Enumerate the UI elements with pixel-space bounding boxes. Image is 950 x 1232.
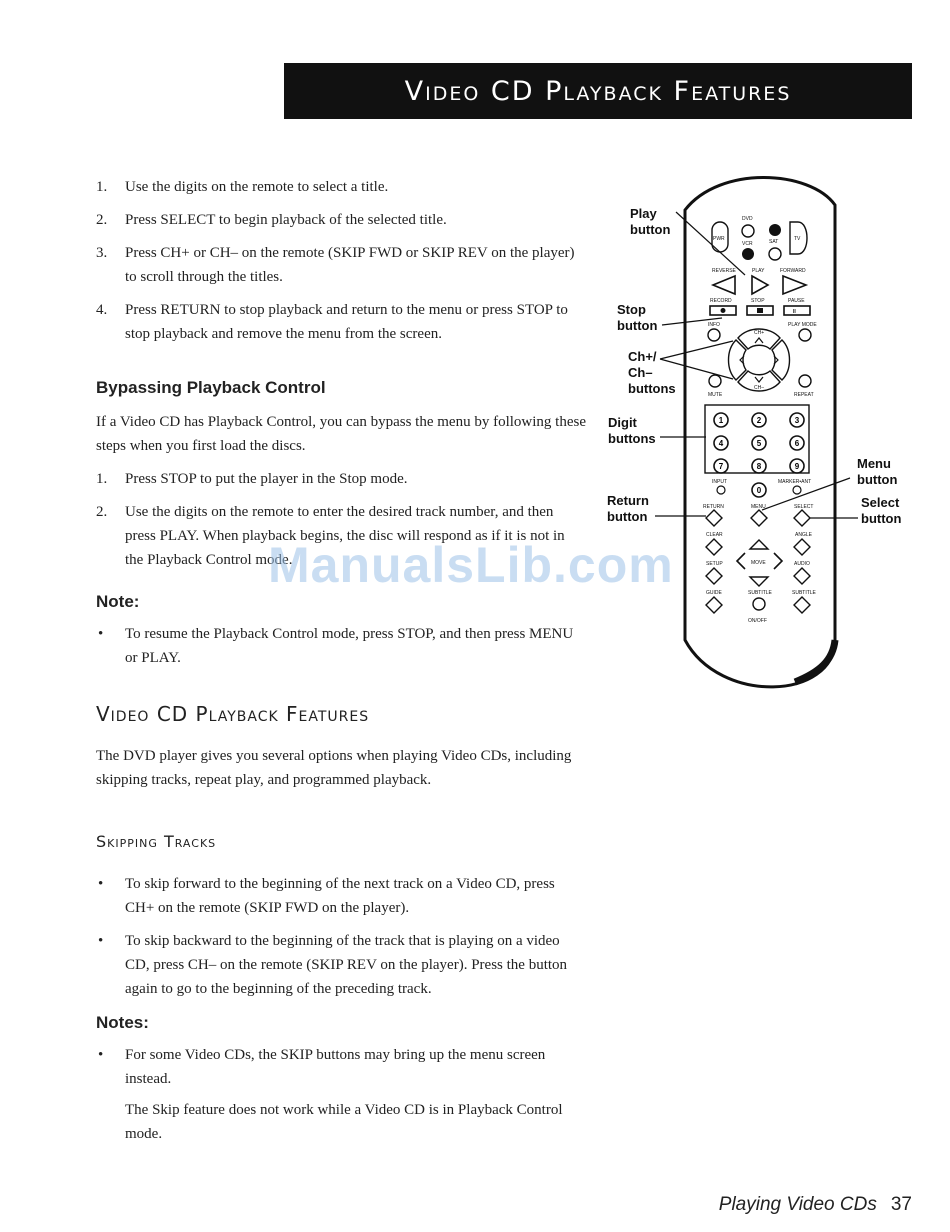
watermark: ManualsLib.com [268,537,674,593]
section-heading: Video CD Playback Features [96,702,370,726]
svg-text:INPUT: INPUT [712,479,727,485]
svg-text:VCR: VCR [742,241,753,247]
skipping-item: • To skip forward to the beginning of the next track on a Video CD, press CH+ on the remote (SKIP FWD on the player). [98,876,555,916]
svg-text:MARKER•ANT: MARKER•ANT [778,479,812,485]
digit-label: 6 [794,439,800,448]
digit-label: 1 [718,416,724,425]
svg-text:MUTE: MUTE [708,392,723,398]
svg-text:TV: TV [794,236,801,242]
svg-text:CLEAR: CLEAR [706,532,723,538]
step-item: 1. Use the digits on the remote to select a title. [96,179,389,195]
step-item: 3. Press CH+ or CH– on the remote (SKIP FWD or SKIP REV on the player) to scroll through the titles. [96,245,575,285]
section-intro: The DVD player gives you several options when playing Video CDs, including skipping tracks, repeat play, and programmed playback. [96,748,572,788]
callout-digit: Digit buttons [608,415,656,446]
svg-text:PWR: PWR [713,236,725,242]
selection-steps [96,175,586,355]
page-footer [719,1194,912,1216]
callout-select: Select button [861,495,902,526]
svg-text:PLAY MODE: PLAY MODE [788,322,817,328]
note-section [96,590,586,679]
svg-text:MOVE: MOVE [751,560,766,566]
digit-label: 4 [718,439,724,448]
step-item: 4. Press RETURN to stop playback and return to the menu or press STOP to stop playback and remove the menu from the screen. [96,302,568,342]
svg-text:II: II [793,309,796,315]
svg-text:SETUP: SETUP [706,561,723,567]
callout-menu: Menu button [857,456,898,487]
svg-text:RETURN: RETURN [703,504,724,510]
skipping-item: • To skip backward to the beginning of the track that is playing on a video CD, press CH– on the remote (SKIP REV on the player). Press the button again to go to the beginning of the preceding track. [98,933,568,997]
step-item: 1. Press STOP to put the player in the Stop mode. [96,471,408,487]
svg-text:SAT: SAT [769,239,779,245]
digit-label: 9 [794,462,800,471]
skipping-section [96,830,586,1010]
svg-text:REVERSE: REVERSE [712,268,736,274]
svg-text:GUIDE: GUIDE [706,590,722,596]
bypass-intro: If a Video CD has Playback Control, you can bypass the menu by following these steps when you first load the discs. [96,414,586,454]
svg-text:PLAY: PLAY [752,268,765,274]
svg-text:SELECT: SELECT [794,504,814,510]
bypass-heading: Bypassing Playback Control [96,378,326,397]
svg-text:MENU: MENU [751,504,766,510]
step-item: 2. Press SELECT to begin playback of the selected title. [96,212,447,228]
svg-text:ON/OFF: ON/OFF [748,618,767,624]
page-number: 37 [890,1194,912,1215]
skipping-heading: Skipping Tracks [96,832,217,851]
features-section [96,702,586,792]
note-item: • To resume the Playback Control mode, press STOP, and then press MENU or PLAY. [98,626,574,666]
svg-text:CH+: CH+ [754,330,765,336]
digit-label: 8 [756,462,762,471]
svg-text:INFO: INFO [708,322,720,328]
svg-text:REPEAT: REPEAT [794,392,814,398]
callout-play: Play button [630,206,671,237]
page-title-bar [284,63,912,119]
svg-text:CH–: CH– [754,385,765,391]
remote-diagram [600,175,910,695]
svg-text:DVD: DVD [742,216,753,222]
notes-extra: The Skip feature does not work while a Video CD is in Playback Control mode. [125,1102,563,1142]
footer-section: Playing Video CDs [718,1194,877,1215]
callout-return: Return button [607,493,649,524]
notes-item: • For some Video CDs, the SKIP buttons may bring up the menu screen instead. [98,1047,546,1087]
digit-label: 0 [756,486,762,495]
callout-ch: Ch+/ Ch– buttons [628,349,676,396]
page-title: Video CD Playback Features [404,75,792,107]
svg-text:AUDIO: AUDIO [794,561,810,567]
digit-label: 7 [718,462,724,471]
svg-text:RECORD: RECORD [710,298,732,304]
svg-text:ANGLE: ANGLE [795,532,812,538]
digit-label: 2 [756,416,762,425]
notes-heading: Notes: [96,1013,149,1032]
digit-label: 5 [756,439,762,448]
svg-text:PAUSE: PAUSE [788,298,805,304]
svg-text:STOP: STOP [751,298,765,304]
svg-text:FORWARD: FORWARD [780,268,806,274]
svg-text:SUBTITLE: SUBTITLE [748,590,772,596]
notes-section [96,1011,586,1146]
callout-stop: Stop button [617,302,658,333]
note-heading: Note: [96,592,140,611]
step-item: 2. Use the digits on the remote to enter the desired track number, and then press PLAY. When playback begins, the disc will respond as if it is not in the Playback Control mode. [96,504,565,568]
digit-label: 3 [794,416,800,425]
svg-text:SUBTITLE: SUBTITLE [792,590,816,596]
